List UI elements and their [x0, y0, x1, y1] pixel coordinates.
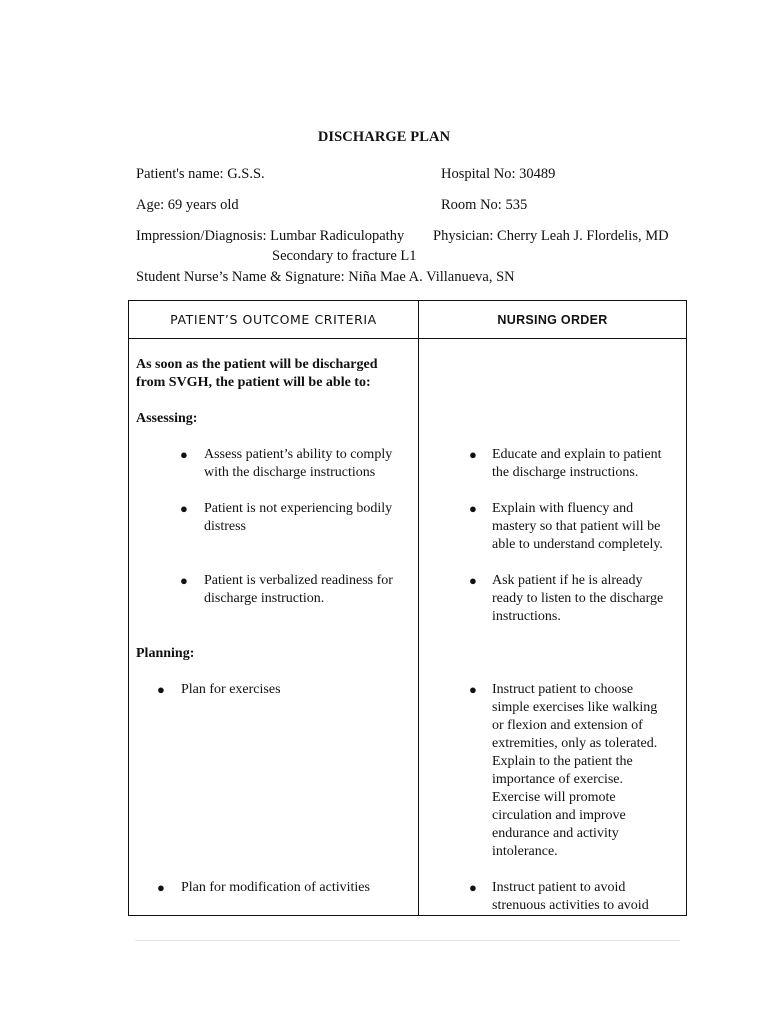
nursing-item-4-line-2: simple exercises like walking [492, 700, 658, 715]
nursing-item-5-line-2: strenuous activities to avoid [492, 898, 649, 913]
outcome-intro-line-2: from SVGH, the patient will be able to: [136, 375, 371, 390]
assessing-heading: Assessing: [136, 411, 198, 426]
nursing-item-4-line-1: Instruct patient to choose [492, 682, 634, 697]
nursing-item-5-line-1: Instruct patient to avoid [492, 880, 626, 895]
bullet-icon: ● [469, 501, 477, 516]
nursing-item-4-line-3: or flexion and extension of [492, 718, 643, 733]
page-divider [135, 940, 680, 941]
plan-item-modification: Plan for modification of activities [181, 880, 370, 895]
nursing-item-2-line-2: mastery so that patient will be [492, 519, 661, 534]
room-number: Room No: 535 [441, 197, 528, 213]
bullet-icon: ● [180, 447, 188, 462]
hospital-number: Hospital No: 30489 [441, 166, 556, 182]
table-row [129, 339, 687, 916]
nursing-item-3-line-3: instructions. [492, 609, 561, 624]
discharge-plan-table [128, 300, 687, 916]
nursing-item-4-line-6: importance of exercise. [492, 772, 623, 787]
patient-name: Patient's name: G.S.S. [136, 166, 265, 182]
nursing-item-4-line-7: Exercise will promote [492, 790, 616, 805]
student-nurse-signature: Student Nurse’s Name & Signature: Niña Mae A. Villanueva, SN [136, 269, 515, 285]
nursing-item-4-line-9: endurance and activity [492, 826, 619, 841]
assess-item-3-line-1: Patient is verbalized readiness for [204, 573, 393, 588]
outcome-criteria-cell [129, 339, 419, 916]
diagnosis-line-2: Secondary to fracture L1 [272, 248, 417, 264]
document-title: DISCHARGE PLAN [317, 129, 451, 145]
header-nursing-order: NURSING ORDER [419, 301, 687, 339]
nursing-item-4-line-10: intolerance. [492, 844, 558, 859]
bullet-icon: ● [180, 501, 188, 516]
bullet-icon: ● [157, 880, 165, 895]
assess-item-2-line-1: Patient is not experiencing bodily [204, 501, 393, 516]
diagnosis-line-1: Impression/Diagnosis: Lumbar Radiculopathy [136, 228, 405, 244]
nursing-item-3-line-2: ready to listen to the discharge [492, 591, 664, 606]
nursing-item-1-line-2: the discharge instructions. [492, 465, 639, 480]
outcome-intro-line-1: As soon as the patient will be discharged [136, 357, 378, 372]
table-header-row [129, 301, 687, 339]
bullet-icon: ● [180, 573, 188, 588]
bullet-icon: ● [157, 682, 165, 697]
assess-item-3-line-2: discharge instruction. [204, 591, 325, 606]
nursing-item-2-line-3: able to understand completely. [492, 537, 663, 552]
bullet-icon: ● [469, 880, 477, 895]
plan-item-exercises: Plan for exercises [181, 682, 281, 697]
nursing-order-cell [419, 339, 687, 916]
bullet-icon: ● [469, 447, 477, 462]
header-outcome-criteria: PATIENT’S OUTCOME CRITERIA [129, 301, 419, 339]
assess-item-1-line-1: Assess patient’s ability to comply [204, 447, 393, 462]
bullet-icon: ● [469, 573, 477, 588]
patient-age: Age: 69 years old [136, 197, 239, 213]
assess-item-1-line-2: with the discharge instructions [204, 465, 376, 480]
nursing-item-3-line-1: Ask patient if he is already [492, 573, 643, 588]
nursing-item-1-line-1: Educate and explain to patient [492, 447, 662, 462]
physician-name: Physician: Cherry Leah J. Flordelis, MD [433, 228, 669, 244]
nursing-item-2-line-1: Explain with fluency and [492, 501, 634, 516]
nursing-item-4-line-8: circulation and improve [492, 808, 626, 823]
assess-item-2-line-2: distress [204, 519, 246, 534]
nursing-item-4-line-4: extremities, only as tolerated. [492, 736, 658, 751]
planning-heading: Planning: [136, 646, 195, 661]
nursing-item-4-line-5: Explain to the patient the [492, 754, 633, 769]
bullet-icon: ● [469, 682, 477, 697]
